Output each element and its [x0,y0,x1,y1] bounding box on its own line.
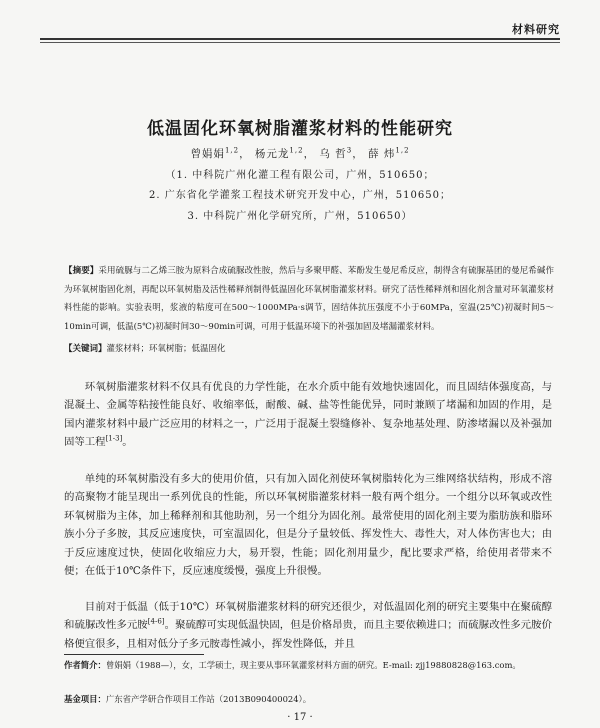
header-rule-thin [40,42,560,43]
keywords-label: 【关键词】 [64,344,107,354]
body-paragraph-2: 单纯的环氧树脂没有多大的使用价值，只有加入固化剂使环氧树脂转化为三维网络状结构，形成不溶的高聚物才能呈现出一系列优良的性能，所以环氧树脂灌浆材料一般有两个组分。一个组分以环氧或改性环氧树脂为主体，加上稀释剂和其他助剂，另一个组分为固化剂。最常使用的固化剂主要为脂肪族和脂环族小分子多胺，其反应速度快，可室温固化，但是分子量较低、挥发性大、毒性大，对人体伤害也大；由于反应速度过快，使固化收缩应力大，易开裂，性能；固化剂用量少，配比要求严格，给使用者带来不便；在低于10℃条件下，反应速度缓慢，强度上升很慢。 [64,473,552,578]
section-label: 材料研究 [512,23,560,36]
author-2: 杨元龙$^{1,2}$， [254,146,316,160]
citation-2: [4-6] [147,617,165,626]
affiliation-2: 2. 广东省化学灌浆工程技术研究开发中心，广州，510650； [149,190,451,201]
header-rule-thick [40,38,560,40]
footnote-fund: 基金项目：广东省产学研合作项目工作站（2013B090400024）。 [64,694,312,704]
author-1: 曾娟娟$^{1,2}$， [190,146,251,160]
author-list [40,146,560,161]
affiliation-3: 3. 中科院广州化学研究所，广州，510650） [187,211,413,222]
paper-title: 低温固化环氧树脂灌浆材料的性能研究 [147,119,453,139]
page-number: · 17 · [287,712,313,723]
author-3: 乌 哲$^3$， [319,146,364,160]
abstract-label: 【摘要】 [64,266,99,276]
keywords [64,342,554,354]
footnote-author: 作者简介：曾娟娟（1988—），女，工学硕士，现主要从事环氧灌浆材料方面的研究。E-mail: zjj19880828@163.com。 [64,660,521,670]
author-4: 薛 炜$^{1,2}$ [368,146,410,160]
affiliation-1: （1. 中科院广州化灌工程有限公司，广州，510650； [165,170,435,181]
keywords-text: 灌浆材料；环氧树脂；低温固化 [106,344,226,354]
body-paragraph-3: 目前对于低温（低于10℃）环氧树脂灌浆材料的研究还很少，对低温固化剂的研究主要集中在聚硫醇和硫脲改性多元胺[4-6]。聚硫醇可实现低温快固，但是价格昂贵，而且主要依赖进口；而硫脲改性多元胺价格便宜很多，且相对低分子多元胺毒性减小，挥发性降低，并且 [64,601,552,650]
abstract [64,262,554,336]
citation-1: [1-3] [105,434,123,443]
abstract-text: 采用硫脲与二乙烯三胺为原料合成硫脲改性胺，然后与多聚甲醛、苯酚发生曼尼希反应，制得含有硫脲基团的曼尼希碱作为环氧树脂固化剂，再配以环氧树脂及活性稀释剂制得低温固化环氧树脂灌浆材料。研究了活性稀释剂和固化剂含量对环氧灌浆材料性能的影响。实验表明，浆液的粘度可在500～1000MPa·s调节，固结体抗压强度不小于60MPa，室温(25℃)初凝时间5～10min可调，低温(5℃)初凝时间30～90min可调，可用于低温环境下的补强加固及堵漏灌浆材料。 [64,266,554,332]
footnote-rule [64,654,204,655]
running-header [40,18,560,40]
body-paragraph-1: 环氧树脂灌浆材料不仅具有优良的力学性能，在水介质中能有效地快速固化，而且固结体强度高，与混凝土、金属等粘接性能良好、收缩率低，耐酸、碱、盐等性能优异，同时兼顾了堵漏和加固的作用，是国内灌浆材料中最广泛应用的材料之一，广泛用于混凝土裂缝修补、复杂地基处理、防渗堵漏以及补强加固等工程[1-3]。 [64,381,552,449]
